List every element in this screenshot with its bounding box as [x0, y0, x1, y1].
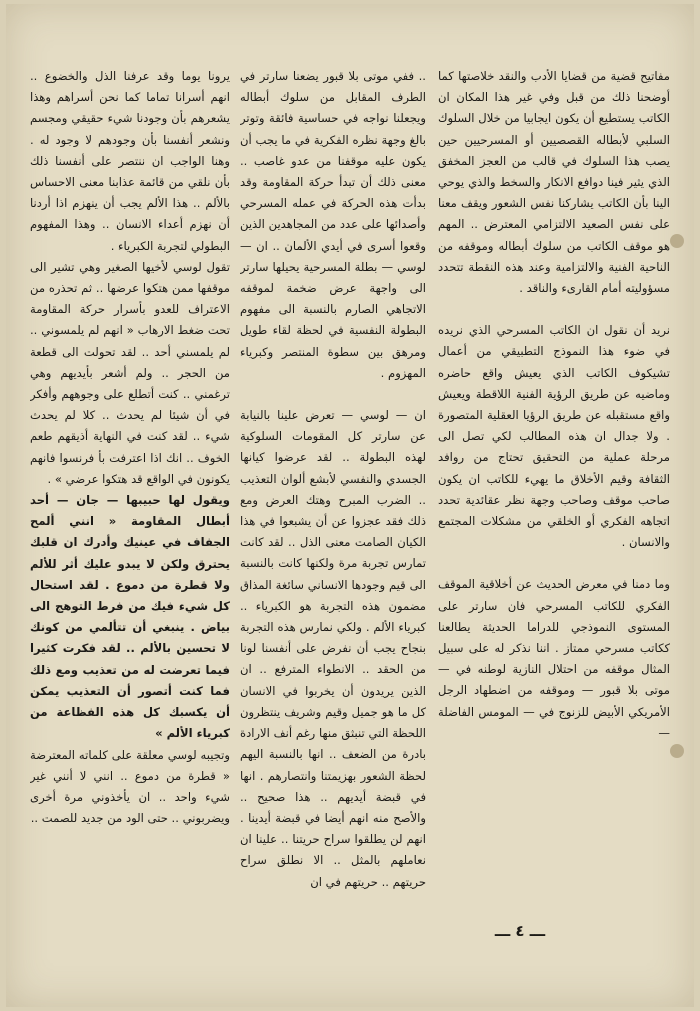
paragraph: نريد أن نقول ان الكاتب المسرحي الذي نريده في ضوء هذا النموذج التطبيقي من أعمال تشيكوف الكاتب الذي يعيش واقع حاضره وماضيه عن طريق الرؤية الفنية اللاقطة ويعيش واقع مستقبله عن طريق الرؤيا العقلية المتصورة . ولا جدال ان هذه المطالب لكي تصل الى مرحلة عملية من التحقيق تحتاج من روافد الثقافة وقيم الأخلاق ما يهيء للكاتب ان يكون صاحب موقف وصاحب وجهة نظر عقائدية تحدد اتجاهه الفكري أو الخلقي من مشكلات المجتمع والانسان .	[438, 323, 670, 550]
paragraph: وتجيبه لوسي معلقة على كلماته المعترضة « قطرة من دموع .. انني لا أنني غير شيء واحد .. ان يأخذوني مرة أخرى ويضربوني .. حتى الود من جديد للصمت ..	[30, 747, 230, 826]
text-column-right	[438, 66, 670, 906]
text-column-middle	[240, 66, 426, 906]
paragraph: مفاتيح قضية من قضايا الأدب والنقد خلاصتها كما أوضحنا ذلك من قبل وفي غير هذا المكان ان الكاتب يستطيع أن يكون ايجابيا من خلال السلوك السلبي لأبطاله القصصيين أو المسرحيين حين يصب هذا السلوك في قالب من العجز المخفق الذي يثير فينا دوافع الانكار والسخط والذي يوحي الينا بأن الكاتب يشاركنا نفس الشعور ويقف معنا على نفس الصعيد الالتزامي المعترض .. المهم هو موقف الكاتب من سلوك أبطاله وموقفه من الناحية الفنية والالتزامية وعند هذه النقطة تتحدد مسؤوليته أمام القارىء والناقد .	[438, 69, 670, 296]
paragraph: وما دمنا في معرض الحديث عن أخلاقية الموقف الفكري للكاتب المسرحي فان سارتر على المستوى النموذجي للدراما الحديثة يطالعنا ككاتب مسرحي ممتاز . اننا نذكر له على سبيل المثال موقفه من احتلال النازية لوطنه في — موتى بلا قبور — وموقفه من اضطهاد الرجل الأمريكي الأبيض للزنوج في — المومس الفاضلة —	[438, 577, 670, 740]
binding-hole	[670, 234, 684, 248]
paragraph: ان — لوسي — تعرض علينا بالنيابة عن سارتر كل المقومات السلوكية لهذه البطولة .. لقد عرضوا كيانها الجسدي والنفسي لأبشع ألوان التعذيب .. الضرب المبرح وهتك العرض ومع ذلك فقد عجزوا عن أن يشبعوا في هذا الكيان الصامت معنى الذل .. لقد كانت تمارس تجربة مرة ولكنها كانت بالنسبة الى قيم وجودها الانساني سائغة المذاق مضمون هذه التجربة هو الكبرياء .. كبرياء الألم . ولكي نمارس هذه التجربة بنجاح يجب أن نفرض على أنفسنا لونا من الحقد .. الانطواء المترفع .. ان الذين يريدون أن يخربوا في الانسان كل ما هو جميل وقيم وشريف ينتظرون اللحظة التي تنبثق منها رغم أنف الارادة بادرة من الضعف .. انها بالنسبة اليهم لحظة الشعور بهزيمتنا وانتصارهم . انها في قبضة أيديهم .. هذا صحيح .. والأصح منه انهم أيضا في قبضة أيدينا . انهم لن يطلقوا سراح حريتنا .. علينا ان نعاملهم بالمثل .. الا نطلق سراح حريتهم .. حريتهم في ان	[240, 408, 426, 889]
binding-hole	[670, 744, 684, 758]
page-number: ـــ ٤ ـــ	[494, 922, 546, 940]
text-column-left	[30, 66, 230, 906]
paragraph: تقول لوسي لأخيها الصغير وهي تشير الى موقفها ممن هتكوا عرضها .. ثم تحذره من الاعتراف للعدو بأسرار حركة المقاومة تحت ضغط الارهاب « انهم لم يلمسوني .. لم يلمسني أحد .. لقد تحولت الى قطعة من الحجر .. ولم أشعر بأيديهم وهي ترغمني .. كنت أتطلع على وجوههم وأفكر في أن شيئا لم يحدث .. كلا لم يحدث شيء .. لقد كنت في النهاية أذيقهم طعم الخوف .. انك اذا اعترفت بأ فرنسوا فانهم يكونون في الواقع قد هتكوا عرضي » .	[30, 259, 230, 486]
quote-paragraph: ويقول لها حبيبها — جان — أحد أبطال المقاومة « انني ألمح الجفاف في عينيك وأدرك ان قلبك يحترق ولكن لا يبدو عليك أثر للألم ولا قطرة من دموع . لقد استحال كل شيء فيك من فرط التوهج الى بياض . ينبغي أن تتألمي من كونك لا تحسين بالألم .. لقد فكرت كثيرا فيما تعرضت له من تعذيب ومع ذلك فما كنت أتصور أن التعذيب يمكن أن يكسبك كل هذه الفظاعة من كبرياء الألم »	[30, 493, 230, 741]
paragraph: يرونا يوما وقد عرفنا الذل والخضوع .. انهم أسرانا تماما كما نحن أسراهم وهذا يشعرهم بأن وجودنا شيء حقيقي ومجسم ونشعر أنفسنا بأن وجودهم لا وجود له . وهنا الواجب ان ننتصر على أنفسنا ذلك بأن نلقي من قائمة عذابنا معنى الاحساس بالألم .. هذا الألم يجب أن ينهزم اذا أردنا أن نهزم أعداء الانسان .. وهذا المفهوم البطولي لتجربة الكبرياء .	[30, 69, 230, 253]
paragraph: .. ففي موتى بلا قبور يضعنا سارتر في الطرف المقابل من سلوك أبطاله ويجعلنا نواجه في حساسية فائقة وتوتر بالغ وجهة نظره الفكرية في ما يجب أن يكون عليه موقفنا من عدو غاصب .. معنى ذلك أن تبدأ حركة المقاومة وقد بدأت هذه الحركة في عمله المسرحي وأصدائها على عدد من المجاهدين الذين وقعوا أسرى في أيدي الألمان .. ان — لوسي — بطلة المسرحية يحيلها سارتر الى واجهة عرض ضخمة لموقفه الاتجاهي الصارم بالنسبة الى مفهوم البطولة النفسية في لحظة لقاء طويل ومرهق بين سطوة المنتصر وكبرياء المهزوم .	[240, 69, 426, 380]
